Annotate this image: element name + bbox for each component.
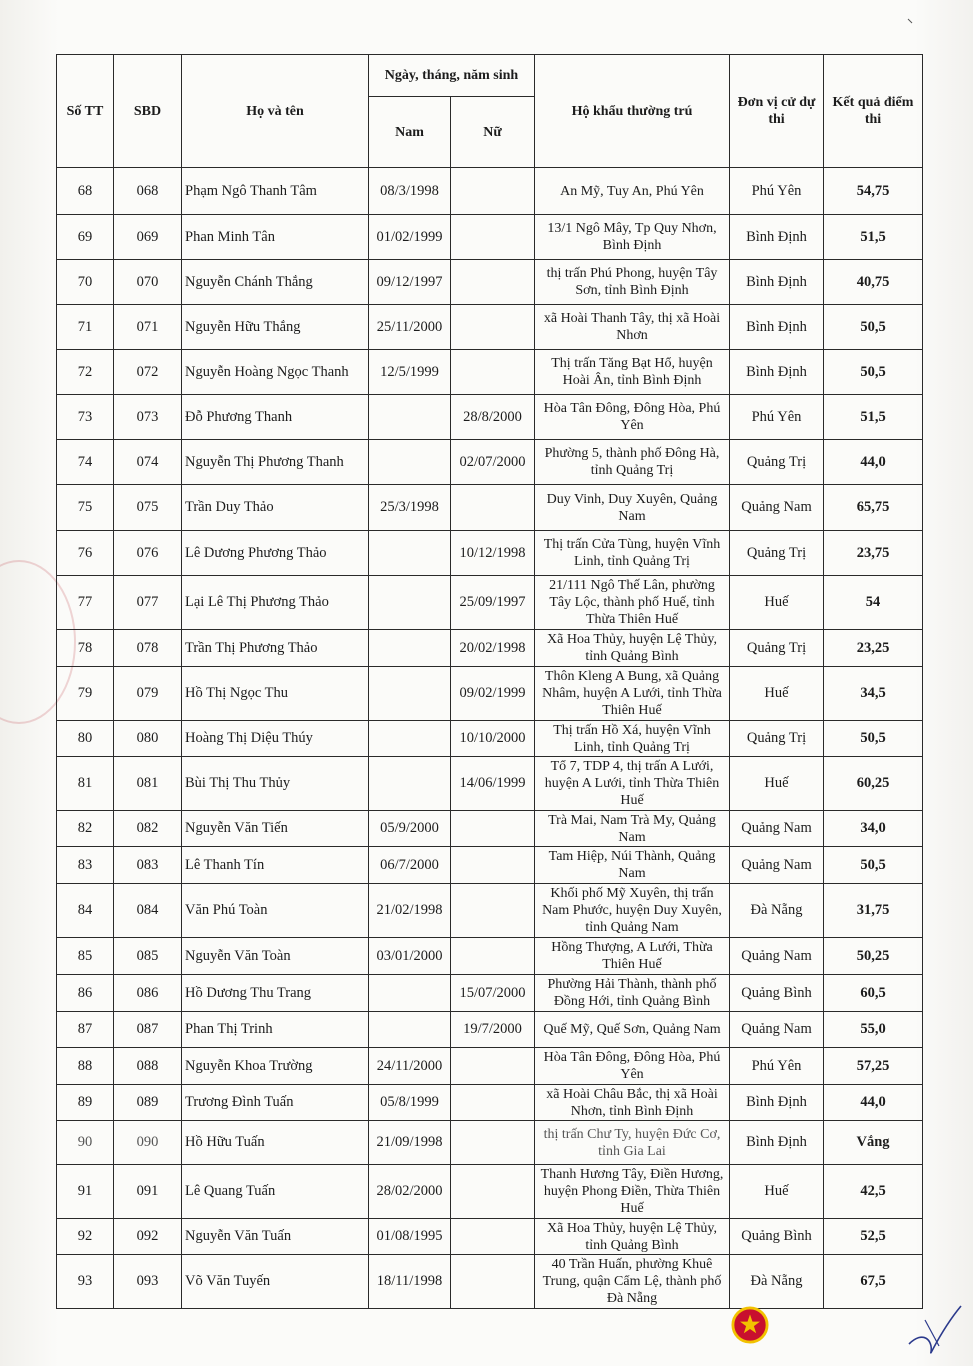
stt-cell: 76: [57, 531, 114, 576]
header-sbd: SBD: [114, 55, 182, 168]
name-cell: Lê Dương Phương Thảo: [182, 531, 369, 576]
name-cell: Võ Văn Tuyến: [182, 1255, 369, 1309]
dob-male-cell: 12/5/1999: [369, 350, 451, 395]
header-address: Hộ khẩu thường trú: [535, 55, 730, 168]
table-row: [57, 215, 923, 260]
table-row: [57, 847, 923, 884]
score-cell: 44,0: [824, 1085, 923, 1121]
table-row: [57, 938, 923, 975]
score-cell: 51,5: [824, 215, 923, 260]
dob-female-cell: [451, 260, 535, 305]
sbd-cell: 089: [114, 1085, 182, 1121]
name-cell: Trương Đình Tuấn: [182, 1085, 369, 1121]
sbd-cell: 078: [114, 630, 182, 667]
dob-female-cell: [451, 847, 535, 884]
dob-male-cell: 21/09/1998: [369, 1121, 451, 1165]
sbd-cell: 087: [114, 1012, 182, 1048]
name-cell: Trần Duy Thảo: [182, 485, 369, 531]
name-cell: Phạm Ngô Thanh Tâm: [182, 168, 369, 215]
unit-cell: Bình Định: [730, 260, 824, 305]
sbd-cell: 080: [114, 721, 182, 757]
stt-cell: 74: [57, 440, 114, 485]
name-cell: Hồ Dương Thu Trang: [182, 975, 369, 1012]
unit-cell: Quảng Nam: [730, 1012, 824, 1048]
sbd-cell: 092: [114, 1219, 182, 1255]
unit-cell: Bình Định: [730, 350, 824, 395]
dob-male-cell: 21/02/1998: [369, 884, 451, 938]
stt-cell: 79: [57, 667, 114, 721]
score-cell: 65,75: [824, 485, 923, 531]
dob-female-cell: [451, 485, 535, 531]
dob-female-cell: [451, 305, 535, 350]
dob-male-cell: 25/3/1998: [369, 485, 451, 531]
score-cell: 34,0: [824, 811, 923, 847]
dob-male-cell: [369, 1012, 451, 1048]
dob-male-cell: 03/01/2000: [369, 938, 451, 975]
sbd-cell: 077: [114, 576, 182, 630]
stt-cell: 82: [57, 811, 114, 847]
header-score: Kết quả điểm thi: [824, 55, 923, 168]
unit-cell: Bình Định: [730, 1121, 824, 1165]
sbd-cell: 071: [114, 305, 182, 350]
sbd-cell: 088: [114, 1048, 182, 1085]
dob-male-cell: 24/11/2000: [369, 1048, 451, 1085]
address-cell: 40 Trần Huấn, phường Khuê Trung, quận Cẩm Lệ, thành phố Đà Nẵng: [535, 1255, 730, 1309]
address-cell: Xã Hoa Thủy, huyện Lệ Thủy, tỉnh Quảng Bình: [535, 1219, 730, 1255]
score-cell: 51,5: [824, 395, 923, 440]
stt-cell: 84: [57, 884, 114, 938]
unit-cell: Huế: [730, 667, 824, 721]
address-cell: Khối phố Mỹ Xuyên, thị trấn Nam Phước, huyện Duy Xuyên, tỉnh Quảng Nam: [535, 884, 730, 938]
score-cell: 50,25: [824, 938, 923, 975]
name-cell: Hoàng Thị Diệu Thúy: [182, 721, 369, 757]
dob-male-cell: 09/12/1997: [369, 260, 451, 305]
stt-cell: 86: [57, 975, 114, 1012]
address-cell: Tổ 7, TDP 4, thị trấn A Lưới, huyện A Lưới, tỉnh Thừa Thiên Huế: [535, 757, 730, 811]
unit-cell: Quảng Bình: [730, 1219, 824, 1255]
header-dob-group: Ngày, tháng, năm sinh: [369, 55, 535, 97]
results-table: [56, 54, 923, 1309]
table-row: [57, 721, 923, 757]
dob-male-cell: 05/8/1999: [369, 1085, 451, 1121]
table-row: [57, 884, 923, 938]
sbd-cell: 084: [114, 884, 182, 938]
dob-female-cell: [451, 1048, 535, 1085]
address-cell: thị trấn Phú Phong, huyện Tây Sơn, tỉnh Bình Định: [535, 260, 730, 305]
dob-female-cell: [451, 938, 535, 975]
score-cell: 42,5: [824, 1165, 923, 1219]
address-cell: Thị trấn Cửa Tùng, huyện Vĩnh Linh, tỉnh Quảng Trị: [535, 531, 730, 576]
name-cell: Lê Thanh Tín: [182, 847, 369, 884]
dob-male-cell: [369, 576, 451, 630]
table-row: [57, 395, 923, 440]
dob-male-cell: [369, 975, 451, 1012]
stt-cell: 87: [57, 1012, 114, 1048]
table-row: [57, 531, 923, 576]
dob-female-cell: [451, 811, 535, 847]
stt-cell: 90: [57, 1121, 114, 1165]
unit-cell: Huế: [730, 576, 824, 630]
table-row: [57, 1219, 923, 1255]
address-cell: Tam Hiệp, Núi Thành, Quảng Nam: [535, 847, 730, 884]
dob-female-cell: 10/12/1998: [451, 531, 535, 576]
name-cell: Văn Phú Toàn: [182, 884, 369, 938]
unit-cell: Bình Định: [730, 1085, 824, 1121]
address-cell: Phường 5, thành phố Đông Hà, tỉnh Quảng Trị: [535, 440, 730, 485]
address-cell: Thị trấn Hồ Xá, huyện Vĩnh Linh, tỉnh Quảng Trị: [535, 721, 730, 757]
score-cell: 44,0: [824, 440, 923, 485]
header-male: Nam: [369, 97, 451, 168]
score-cell: 40,75: [824, 260, 923, 305]
sbd-cell: 070: [114, 260, 182, 305]
address-cell: Trà Mai, Nam Trà My, Quảng Nam: [535, 811, 730, 847]
stt-cell: 73: [57, 395, 114, 440]
stt-cell: 89: [57, 1085, 114, 1121]
name-cell: Phan Thị Trinh: [182, 1012, 369, 1048]
score-cell: 67,5: [824, 1255, 923, 1309]
stt-cell: 71: [57, 305, 114, 350]
signature-mark: [905, 1300, 965, 1360]
table-row: [57, 168, 923, 215]
unit-cell: Quảng Trị: [730, 531, 824, 576]
dob-male-cell: 18/11/1998: [369, 1255, 451, 1309]
stt-cell: 68: [57, 168, 114, 215]
name-cell: Nguyễn Chánh Thắng: [182, 260, 369, 305]
score-cell: Vắng: [824, 1121, 923, 1165]
address-cell: Hòa Tân Đông, Đông Hòa, Phú Yên: [535, 1048, 730, 1085]
unit-cell: Bình Định: [730, 215, 824, 260]
table-row: [57, 260, 923, 305]
address-cell: 21/111 Ngô Thế Lân, phường Tây Lộc, thành phố Huế, tỉnh Thừa Thiên Huế: [535, 576, 730, 630]
table-body: [57, 168, 923, 1309]
name-cell: Lê Quang Tuấn: [182, 1165, 369, 1219]
header-stt: Số TT: [57, 55, 114, 168]
address-cell: Quế Mỹ, Quế Sơn, Quảng Nam: [535, 1012, 730, 1048]
sbd-cell: 069: [114, 215, 182, 260]
score-cell: 23,25: [824, 630, 923, 667]
dob-female-cell: [451, 1165, 535, 1219]
unit-cell: Phú Yên: [730, 1048, 824, 1085]
address-cell: An Mỹ, Tuy An, Phú Yên: [535, 168, 730, 215]
stt-cell: 83: [57, 847, 114, 884]
dob-female-cell: 09/02/1999: [451, 667, 535, 721]
name-cell: Nguyễn Khoa Trường: [182, 1048, 369, 1085]
sbd-cell: 083: [114, 847, 182, 884]
score-cell: 54,75: [824, 168, 923, 215]
stt-cell: 77: [57, 576, 114, 630]
score-cell: 31,75: [824, 884, 923, 938]
name-cell: Phan Minh Tân: [182, 215, 369, 260]
name-cell: Trần Thị Phương Thảo: [182, 630, 369, 667]
stt-cell: 75: [57, 485, 114, 531]
sbd-cell: 074: [114, 440, 182, 485]
address-cell: Duy Vinh, Duy Xuyên, Quảng Nam: [535, 485, 730, 531]
score-cell: 50,5: [824, 847, 923, 884]
table-row: [57, 975, 923, 1012]
table-row: [57, 440, 923, 485]
table-row: [57, 350, 923, 395]
address-cell: thị trấn Chư Ty, huyện Đức Cơ, tỉnh Gia Lai: [535, 1121, 730, 1165]
address-cell: Hòa Tân Đông, Đông Hòa, Phú Yên: [535, 395, 730, 440]
name-cell: Lại Lê Thị Phương Thảo: [182, 576, 369, 630]
address-cell: xã Hoài Thanh Tây, thị xã Hoài Nhơn: [535, 305, 730, 350]
stt-cell: 69: [57, 215, 114, 260]
unit-cell: Bình Định: [730, 305, 824, 350]
dob-male-cell: [369, 440, 451, 485]
sbd-cell: 086: [114, 975, 182, 1012]
table-row: [57, 811, 923, 847]
dob-female-cell: 15/07/2000: [451, 975, 535, 1012]
dob-female-cell: 20/02/1998: [451, 630, 535, 667]
unit-cell: Đà Nẵng: [730, 884, 824, 938]
table-row: [57, 667, 923, 721]
unit-cell: Huế: [730, 757, 824, 811]
score-cell: 55,0: [824, 1012, 923, 1048]
unit-cell: Phú Yên: [730, 168, 824, 215]
unit-cell: Quảng Nam: [730, 485, 824, 531]
scan-mark: [907, 18, 913, 24]
sbd-cell: 075: [114, 485, 182, 531]
table-row: [57, 1255, 923, 1309]
stt-cell: 91: [57, 1165, 114, 1219]
unit-cell: Quảng Bình: [730, 975, 824, 1012]
unit-cell: Huế: [730, 1165, 824, 1219]
stt-cell: 81: [57, 757, 114, 811]
table-row: [57, 1121, 923, 1165]
address-cell: Thanh Hương Tây, Điền Hương, huyện Phong Điền, Thừa Thiên Huế: [535, 1165, 730, 1219]
dob-male-cell: 01/02/1999: [369, 215, 451, 260]
unit-cell: Quảng Nam: [730, 811, 824, 847]
unit-cell: Quảng Trị: [730, 630, 824, 667]
dob-female-cell: [451, 1121, 535, 1165]
name-cell: Nguyễn Thị Phương Thanh: [182, 440, 369, 485]
stt-cell: 80: [57, 721, 114, 757]
stt-cell: 93: [57, 1255, 114, 1309]
dob-male-cell: 06/7/2000: [369, 847, 451, 884]
dob-male-cell: 08/3/1998: [369, 168, 451, 215]
table-row: [57, 1085, 923, 1121]
name-cell: Đỗ Phương Thanh: [182, 395, 369, 440]
dob-male-cell: 01/08/1995: [369, 1219, 451, 1255]
dob-female-cell: 25/09/1997: [451, 576, 535, 630]
table-row: [57, 757, 923, 811]
score-cell: 50,5: [824, 305, 923, 350]
header-female: Nữ: [451, 97, 535, 168]
name-cell: Hồ Hữu Tuấn: [182, 1121, 369, 1165]
stt-cell: 72: [57, 350, 114, 395]
unit-cell: Quảng Nam: [730, 938, 824, 975]
name-cell: Nguyễn Văn Toàn: [182, 938, 369, 975]
address-cell: Hồng Thượng, A Lưới, Thừa Thiên Huế: [535, 938, 730, 975]
sbd-cell: 079: [114, 667, 182, 721]
score-cell: 60,25: [824, 757, 923, 811]
name-cell: Nguyễn Văn Tuấn: [182, 1219, 369, 1255]
unit-cell: Quảng Trị: [730, 721, 824, 757]
unit-cell: Phú Yên: [730, 395, 824, 440]
dob-male-cell: [369, 531, 451, 576]
sbd-cell: 081: [114, 757, 182, 811]
header-unit: Đơn vị cử dự thi: [730, 55, 824, 168]
sbd-cell: 072: [114, 350, 182, 395]
dob-male-cell: 05/9/2000: [369, 811, 451, 847]
address-cell: Phường Hải Thành, thành phố Đồng Hới, tỉnh Quảng Bình: [535, 975, 730, 1012]
score-cell: 50,5: [824, 350, 923, 395]
address-cell: Xã Hoa Thủy, huyện Lệ Thủy, tỉnh Quảng Bình: [535, 630, 730, 667]
table-row: [57, 305, 923, 350]
dob-male-cell: 28/02/2000: [369, 1165, 451, 1219]
dob-female-cell: 28/8/2000: [451, 395, 535, 440]
sbd-cell: 091: [114, 1165, 182, 1219]
score-cell: 60,5: [824, 975, 923, 1012]
dob-female-cell: 10/10/2000: [451, 721, 535, 757]
stt-cell: 78: [57, 630, 114, 667]
dob-female-cell: 14/06/1999: [451, 757, 535, 811]
dob-male-cell: [369, 395, 451, 440]
dob-female-cell: 02/07/2000: [451, 440, 535, 485]
sbd-cell: 082: [114, 811, 182, 847]
sbd-cell: 076: [114, 531, 182, 576]
dob-female-cell: [451, 350, 535, 395]
sbd-cell: 085: [114, 938, 182, 975]
stt-cell: 70: [57, 260, 114, 305]
table-row: [57, 1165, 923, 1219]
name-cell: Bùi Thị Thu Thủy: [182, 757, 369, 811]
stt-cell: 85: [57, 938, 114, 975]
unit-cell: Quảng Nam: [730, 847, 824, 884]
national-emblem-icon: [731, 1306, 769, 1344]
name-cell: Nguyễn Văn Tiến: [182, 811, 369, 847]
table-row: [57, 576, 923, 630]
address-cell: 13/1 Ngô Mây, Tp Quy Nhơn, Bình Định: [535, 215, 730, 260]
score-cell: 52,5: [824, 1219, 923, 1255]
dob-female-cell: [451, 215, 535, 260]
dob-male-cell: 25/11/2000: [369, 305, 451, 350]
sbd-cell: 073: [114, 395, 182, 440]
dob-female-cell: [451, 1085, 535, 1121]
name-cell: Nguyễn Hoàng Ngọc Thanh: [182, 350, 369, 395]
score-cell: 50,5: [824, 721, 923, 757]
score-cell: 23,75: [824, 531, 923, 576]
dob-male-cell: [369, 757, 451, 811]
address-cell: Thôn Kleng A Bung, xã Quảng Nhâm, huyện A Lưới, tỉnh Thừa Thiên Huế: [535, 667, 730, 721]
score-cell: 57,25: [824, 1048, 923, 1085]
table-row: [57, 485, 923, 531]
address-cell: xã Hoài Châu Bắc, thị xã Hoài Nhơn, tỉnh Bình Định: [535, 1085, 730, 1121]
stt-cell: 92: [57, 1219, 114, 1255]
unit-cell: Đà Nẵng: [730, 1255, 824, 1309]
score-cell: 54: [824, 576, 923, 630]
dob-female-cell: [451, 1219, 535, 1255]
dob-female-cell: [451, 884, 535, 938]
dob-female-cell: [451, 168, 535, 215]
unit-cell: Quảng Trị: [730, 440, 824, 485]
address-cell: Thị trấn Tăng Bạt Hổ, huyện Hoài Ân, tỉnh Bình Định: [535, 350, 730, 395]
sbd-cell: 093: [114, 1255, 182, 1309]
table-row: [57, 1012, 923, 1048]
name-cell: Hồ Thị Ngọc Thu: [182, 667, 369, 721]
dob-male-cell: [369, 667, 451, 721]
stt-cell: 88: [57, 1048, 114, 1085]
header-name: Họ và tên: [182, 55, 369, 168]
dob-female-cell: 19/7/2000: [451, 1012, 535, 1048]
dob-male-cell: [369, 630, 451, 667]
sbd-cell: 090: [114, 1121, 182, 1165]
sbd-cell: 068: [114, 168, 182, 215]
dob-male-cell: [369, 721, 451, 757]
table-row: [57, 630, 923, 667]
dob-female-cell: [451, 1255, 535, 1309]
score-cell: 34,5: [824, 667, 923, 721]
name-cell: Nguyễn Hữu Thắng: [182, 305, 369, 350]
table-row: [57, 1048, 923, 1085]
